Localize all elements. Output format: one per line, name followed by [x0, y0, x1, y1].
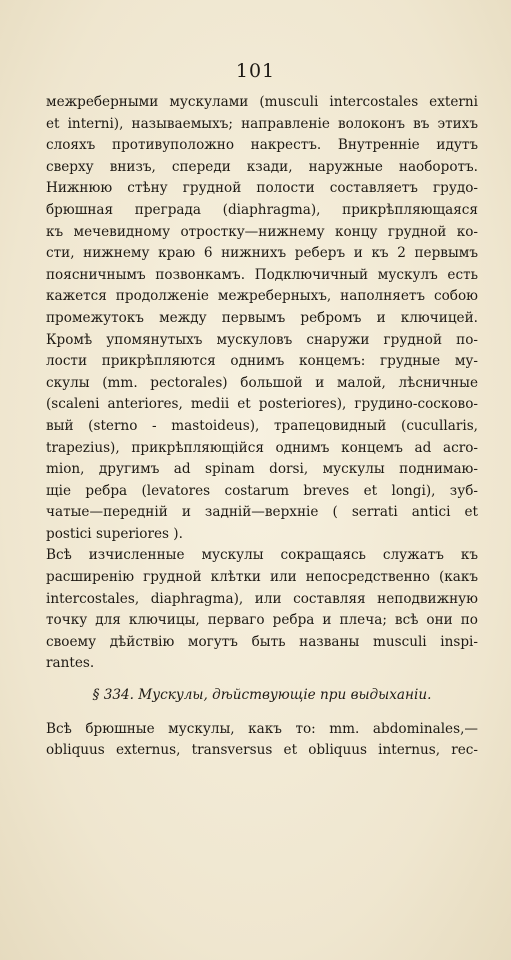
section-heading: § 334. Мускулы, дѣйствующіе при выдыханіи. — [92, 687, 432, 704]
paragraph-2 — [46, 545, 478, 675]
text-line: слояхъ противуположно накрестъ. Внутренніе идутъ — [46, 137, 478, 154]
text-line: межреберными мускулами (musculi intercostales externi — [46, 94, 478, 110]
text-line: trapezius), прикрѣпляющійся однимъ концемъ ad acro- — [46, 439, 478, 456]
text-line: брюшная преграда (diaphragma), прикрѣпляющаяся — [46, 201, 478, 218]
page-text — [46, 92, 478, 762]
text-line: mion, другимъ ad spinam dorsi, мускулы поднимаю- — [46, 461, 478, 478]
text-line: сверху внизъ, спереди кзади, наружные наоборотъ. — [46, 158, 478, 175]
text-line: своему дѣйствію могутъ быть названы musculi inspi- — [46, 633, 478, 650]
text-line: точку для ключицы, перваго ребра и плеча; всѣ они по — [46, 612, 478, 629]
text-line: лости прикрѣпляются однимъ концемъ: грудные му- — [46, 353, 478, 370]
text-line: et interni), называемыхъ; направленіе волоконъ въ этихъ — [46, 115, 478, 132]
page-number: 101 — [235, 60, 276, 82]
text-line: Всѣ изчисленные мускулы сокращаясь служатъ къ — [46, 547, 478, 564]
text-line: Кромѣ упомянутыхъ мускуловъ снаружи грудной по- — [46, 331, 478, 348]
text-line: postici superiores ). — [46, 525, 183, 542]
text-line: intercostales, diaphragma), или составляя неподвижную — [46, 590, 478, 607]
text-line: Нижнюю стѣну грудной полости составляетъ грудо- — [46, 180, 478, 197]
text-line: вый (sterno - mastoideus), трапецовидный (cucullaris, — [46, 417, 478, 434]
text-line: промежутокъ между первымъ ребромъ и ключицей. — [46, 309, 478, 326]
text-line: Всѣ брюшные мускулы, какъ то: mm. abdominales,— — [46, 720, 478, 737]
text-line: скулы (mm. pectorales) большой и малой, лѣсничные — [46, 374, 478, 391]
text-line: щіе ребра (levatores costarum breves et longi), зуб- — [46, 482, 478, 499]
paragraph-1 — [46, 92, 478, 545]
text-line: поясничнымъ позвонкамъ. Подключичный мускулъ есть — [46, 266, 478, 283]
text-line: obliquus externus, transversus et obliquus internus, rec- — [46, 742, 478, 759]
text-line: сти, нижнему краю 6 нижнихъ реберъ и къ 2 первымъ — [46, 245, 478, 262]
text-line: (scaleni anteriores, medii et posteriores), грудино-сосково- — [46, 396, 478, 413]
text-line: къ мечевидному отростку—нижнему концу грудной ко- — [46, 223, 478, 240]
text-line: rantes. — [46, 655, 95, 672]
paragraph-3 — [46, 719, 478, 762]
text-line: расширенію грудной клѣтки или непосредственно (какъ — [46, 569, 478, 586]
text-line: кажется продолженіе межреберныхъ, наполняетъ собою — [46, 288, 478, 305]
text-line: чатые—передній и задній—верхніе ( serrati antici et — [46, 504, 478, 521]
